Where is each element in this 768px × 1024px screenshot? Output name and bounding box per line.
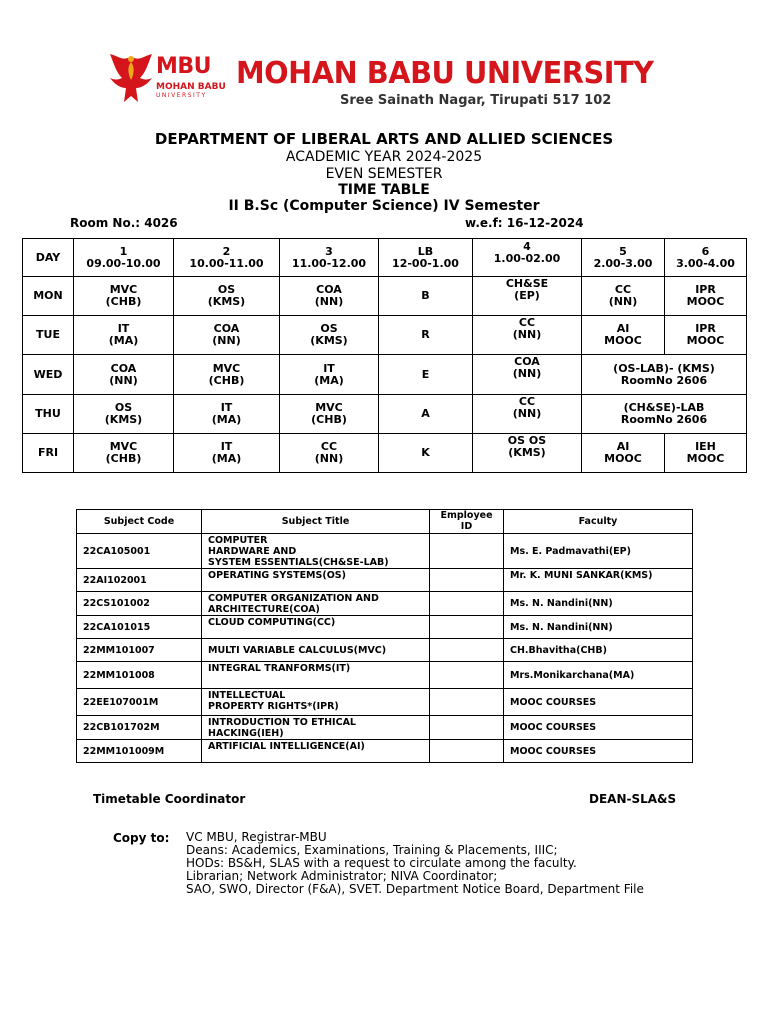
class-cell: IT (MA) [174,434,280,473]
class-cell: IT (MA) [74,316,174,355]
employee-id [430,689,504,716]
lunch-break-cell: B [379,277,473,316]
lab-cell: (OS-LAB)- (KMS) RoomNo 2606 [582,355,747,395]
subject-table-header [77,510,693,534]
class-cell: IT (MA) [280,355,379,395]
period-header: 4 1.00-02.00 [473,239,582,277]
class-cell: OS (KMS) [280,316,379,355]
timetable-header-row [23,239,747,277]
faculty-name: Ms. N. Nandini(NN) [504,592,693,616]
logo-subtitle-2: UNIVERSITY [156,92,207,99]
subject-code-header: Subject Code [77,510,202,534]
subject-code: 22AI102001 [77,569,202,592]
class-cell: OS (KMS) [174,277,280,316]
class-cell: CH&SE (EP) [473,277,582,316]
table-row [77,689,693,716]
class-cell: IPR MOOC [665,316,747,355]
day-cell: MON [23,277,74,316]
faculty-name: MOOC COURSES [504,689,693,716]
university-address: Sree Sainath Nagar, Tirupati 517 102 [340,93,612,108]
class-cell: MVC (CHB) [74,434,174,473]
period-header: 6 3.00-4.00 [665,239,747,277]
timetable-row-wed [23,355,747,395]
room-number: Room No.: 4026 [70,216,178,230]
period-header: 3 11.00-12.00 [280,239,379,277]
class-cell: AI MOOC [582,434,665,473]
day-header: DAY [23,239,74,277]
table-row [77,569,693,592]
subject-title: COMPUTER ORGANIZATION AND ARCHITECTURE(COA) [202,592,430,616]
faculty-name: Mr. K. MUNI SANKAR(KMS) [504,569,693,592]
employee-id [430,616,504,639]
timetable-grid [22,238,747,473]
day-cell: THU [23,395,74,434]
dean-signature: DEAN-SLA&S [589,792,677,806]
lab-cell: (CH&SE)-LAB RoomNo 2606 [582,395,747,434]
timetable-row-thu [23,395,747,434]
subject-title: ARTIFICIAL INTELLIGENCE(AI) [202,740,430,763]
timetable-row-mon [23,277,747,316]
department-title: DEPARTMENT OF LIBERAL ARTS AND ALLIED SCIENCES [154,130,614,148]
day-cell: TUE [23,316,74,355]
timetable-heading: TIME TABLE [338,182,430,198]
employee-id [430,716,504,740]
timetable-coordinator-signature: Timetable Coordinator [93,792,246,806]
logo-abbreviation: MBU [156,54,212,79]
academic-year: ACADEMIC YEAR 2024-2025 [285,149,483,165]
subject-title: INTEGRAL TRANFORMS(IT) [202,662,430,689]
table-row [77,639,693,662]
class-cell: IT (MA) [174,395,280,434]
employee-id [430,534,504,569]
class-cell: CC (NN) [473,316,582,355]
faculty-name: CH.Bhavitha(CHB) [504,639,693,662]
subject-code: 22MM101007 [77,639,202,662]
subject-title-header: Subject Title [202,510,430,534]
faculty-name: Mrs.Monikarchana(MA) [504,662,693,689]
lunch-break-cell: E [379,355,473,395]
copy-to-recipients [186,831,644,896]
class-cell: MVC (CHB) [174,355,280,395]
timetable-row-fri [23,434,747,473]
employee-id [430,639,504,662]
table-row [77,740,693,763]
subject-title: INTELLECTUAL PROPERTY RIGHTS*(IPR) [202,689,430,716]
class-cell: COA (NN) [74,355,174,395]
employee-id [430,740,504,763]
class-cell: IPR MOOC [665,277,747,316]
subject-code: 22EE107001M [77,689,202,716]
faculty-name: Ms. E. Padmavathi(EP) [504,534,693,569]
university-name: MOHAN BABU UNIVERSITY [236,56,654,91]
table-row [77,592,693,616]
period-header: 1 09.00-10.00 [74,239,174,277]
logo-subtitle: MOHAN BABU [156,82,226,92]
university-logo [108,50,228,112]
class-cell: OS (KMS) [74,395,174,434]
day-cell: WED [23,355,74,395]
semester-label: EVEN SEMESTER [325,166,443,182]
class-cell: CC (NN) [582,277,665,316]
faculty-name: MOOC COURSES [504,740,693,763]
subject-code: 22MM101009M [77,740,202,763]
subject-title: COMPUTER HARDWARE AND SYSTEM ESSENTIALS(CH&SE-LAB) [202,534,430,569]
subject-title: CLOUD COMPUTING(CC) [202,616,430,639]
timetable-row-tue [23,316,747,355]
recipient-line: Deans: Academics, Examinations, Training & Placements, IIIC; [186,843,558,857]
recipient-line: SAO, SWO, Director (F&A), SVET. Department Notice Board, Department File [186,882,644,896]
period-header: 5 2.00-3.00 [582,239,665,277]
subject-title: MULTI VARIABLE CALCULUS(MVC) [202,639,430,662]
copy-to-label: Copy to: [113,831,170,845]
recipient-line: Librarian; Network Administrator; NIVA Coordinator; [186,869,498,883]
recipient-line: HODs: BS&H, SLAS with a request to circulate among the faculty. [186,856,577,870]
phoenix-emblem-icon [108,50,154,108]
class-cell: COA (NN) [280,277,379,316]
subject-faculty-table [76,509,693,763]
table-row [77,716,693,740]
lunch-break-cell: R [379,316,473,355]
employee-id-header: Employee ID [430,510,504,534]
class-cell: CC (NN) [280,434,379,473]
day-cell: FRI [23,434,74,473]
subject-title: OPERATING SYSTEMS(OS) [202,569,430,592]
period-header: 2 10.00-11.00 [174,239,280,277]
subject-code: 22CS101002 [77,592,202,616]
course-title: II B.Sc (Computer Science) IV Semester [228,198,540,214]
employee-id [430,569,504,592]
table-row [77,534,693,569]
faculty-name: MOOC COURSES [504,716,693,740]
lunch-break-header: LB 12-00-1.00 [379,239,473,277]
class-cell: CC (NN) [473,395,582,434]
subject-title: INTRODUCTION TO ETHICAL HACKING(IEH) [202,716,430,740]
class-cell: OS OS (KMS) [473,434,582,473]
faculty-name: Ms. N. Nandini(NN) [504,616,693,639]
effective-date: w.e.f: 16-12-2024 [465,216,584,230]
class-cell: MVC (CHB) [74,277,174,316]
class-cell: COA (NN) [473,355,582,395]
employee-id [430,662,504,689]
table-row [77,662,693,689]
class-cell: MVC (CHB) [280,395,379,434]
class-cell: IEH MOOC [665,434,747,473]
lunch-break-cell: A [379,395,473,434]
employee-id [430,592,504,616]
class-cell: COA (NN) [174,316,280,355]
subject-code: 22CA101015 [77,616,202,639]
table-row [77,616,693,639]
class-cell: AI MOOC [582,316,665,355]
subject-code: 22MM101008 [77,662,202,689]
faculty-header: Faculty [504,510,693,534]
subject-code: 22CB101702M [77,716,202,740]
recipient-line: VC MBU, Registrar-MBU [186,830,327,844]
lunch-break-cell: K [379,434,473,473]
subject-code: 22CA105001 [77,534,202,569]
